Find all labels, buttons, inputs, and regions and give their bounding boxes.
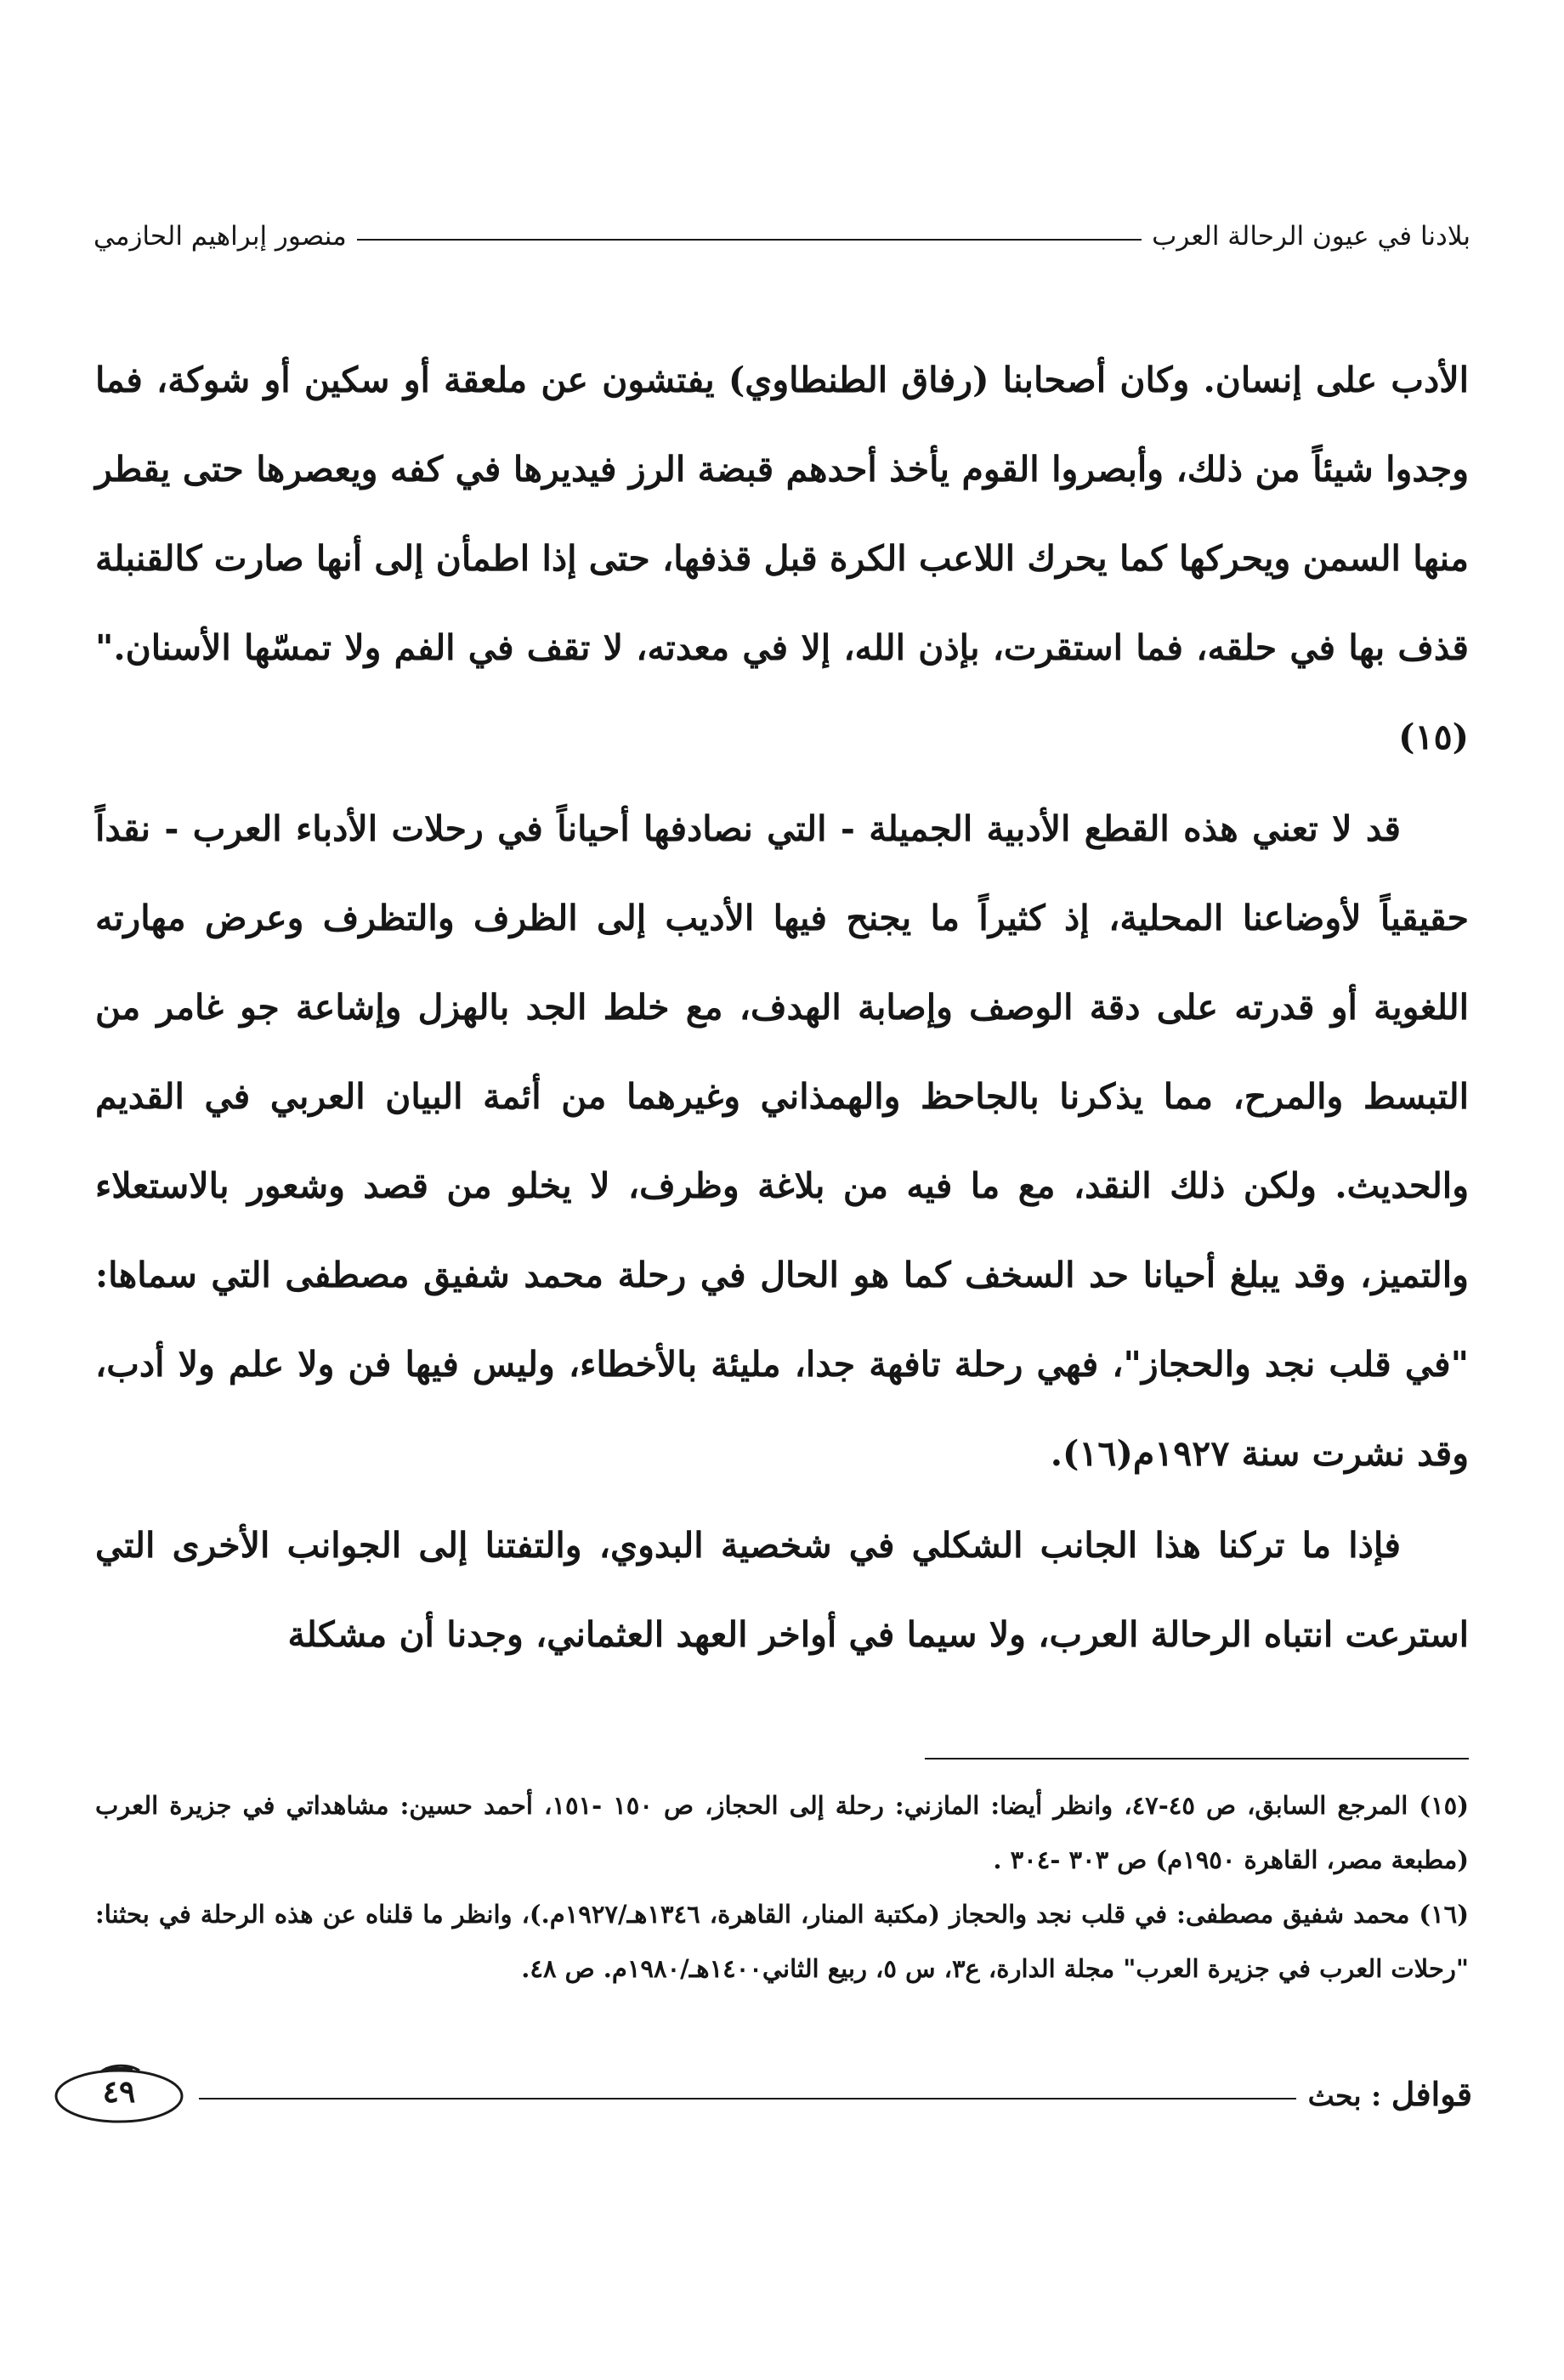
footer-journal-label: قوافل xyxy=(1391,2074,1472,2113)
footnote-15: (١٥) المرجع السابق، ص ٤٥-٤٧، وانظر أيضا: المازني: رحلة إلى الحجاز، ص ١٥٠ -١٥١، أحمد حسين: مشاهداتي في جزيرة العرب (مطبعة مصر، القاهرة ١٩٥٠م) ص ٣٠٣ -٣٠٤ . xyxy=(95,1791,1469,1874)
header-author-name: منصور إبراهيم الحازمي xyxy=(94,221,347,252)
header-rule xyxy=(357,239,1142,241)
footer-section-label: بحث xyxy=(1307,2078,1362,2112)
footer-journal xyxy=(1308,2075,1472,2113)
page-footer xyxy=(51,2055,1472,2132)
footer-rule xyxy=(199,2098,1296,2100)
running-header xyxy=(94,211,1470,262)
body-text xyxy=(95,336,1469,1682)
header-book-title: بلادنا في عيون الرحالة العرب xyxy=(1152,221,1470,252)
body-paragraph: الأدب على إنسان. وكان أصحابنا (رفاق الطنطاوي) يفتشون عن ملعقة أو سكين أو شوكة، فما وجدوا شيئاً من ذلك، وأبصروا القوم يأخذ أحدهم قبضة الرز فيديرها في كفه ويعصرها حتى يقطر منها السمن ويحركها كما يحرك اللاعب الكرة قبل قذفها، حتى إذا اطمأن إلى أنها صارت كالقنبلة قذف بها في حلقه، فما استقرت، بإذن الله، إلا في معدته، لا تقف في الفم ولا تمسّها الأسنان." (١٥) xyxy=(95,360,1469,757)
page-number-badge xyxy=(51,2060,187,2127)
footer-separator: : xyxy=(1361,2078,1391,2112)
footnote-separator xyxy=(925,1758,1469,1760)
body-paragraph: قد لا تعني هذه القطع الأدبية الجميلة - التي نصادفها أحياناً في رحلات الأدباء العرب - نقداً حقيقياً لأوضاعنا المحلية، إذ كثيراً ما يجنح فيها الأديب إلى الظرف والتظرف وعرض مهارته اللغوية أو قدرته على دقة الوصف وإصابة الهدف، مع خلط الجد بالهزل وإشاعة جو غامر من التبسط والمرح، مما يذكرنا بالجاحظ والهمذاني وغيرهما من أئمة البيان العربي في القديم والحديث. ولكن ذلك النقد، مع ما فيه من بلاغة وظرف، لا يخلو من قصد وشعور بالاستعلاء والتميز، وقد يبلغ أحيانا حد السخف كما هو الحال في رحلة محمد شفيق مصطفى التي سماها: "في قلب نجد والحجاز"، فهي رحلة تافهة جدا، مليئة بالأخطاء، وليس فيها فن ولا علم ولا أدب، وقد نشرت سنة ١٩٢٧م(١٦). xyxy=(95,808,1469,1474)
footnote-16: (١٦) محمد شفيق مصطفى: في قلب نجد والحجاز (مكتبة المنار، القاهرة، ١٣٤٦هـ/١٩٢٧م.)، وانظر ما قلناه عن هذه الرحلة في بحثنا: "رحلات العرب في جزيرة العرب" مجلة الدارة، ع٣، س ٥، ربيع الثاني١٤٠٠هـ/١٩٨٠م. ص ٤٨. xyxy=(95,1900,1469,1983)
body-paragraph: فإذا ما تركنا هذا الجانب الشكلي في شخصية البدوي، والتفتنا إلى الجوانب الأخرى التي استرعت انتباه الرحالة العرب، ولا سيما في أواخر العهد العثماني، وجدنا أن مشكلة xyxy=(95,1525,1469,1655)
page-number: ٤٩ xyxy=(102,2074,136,2110)
footnotes xyxy=(95,1778,1469,1996)
